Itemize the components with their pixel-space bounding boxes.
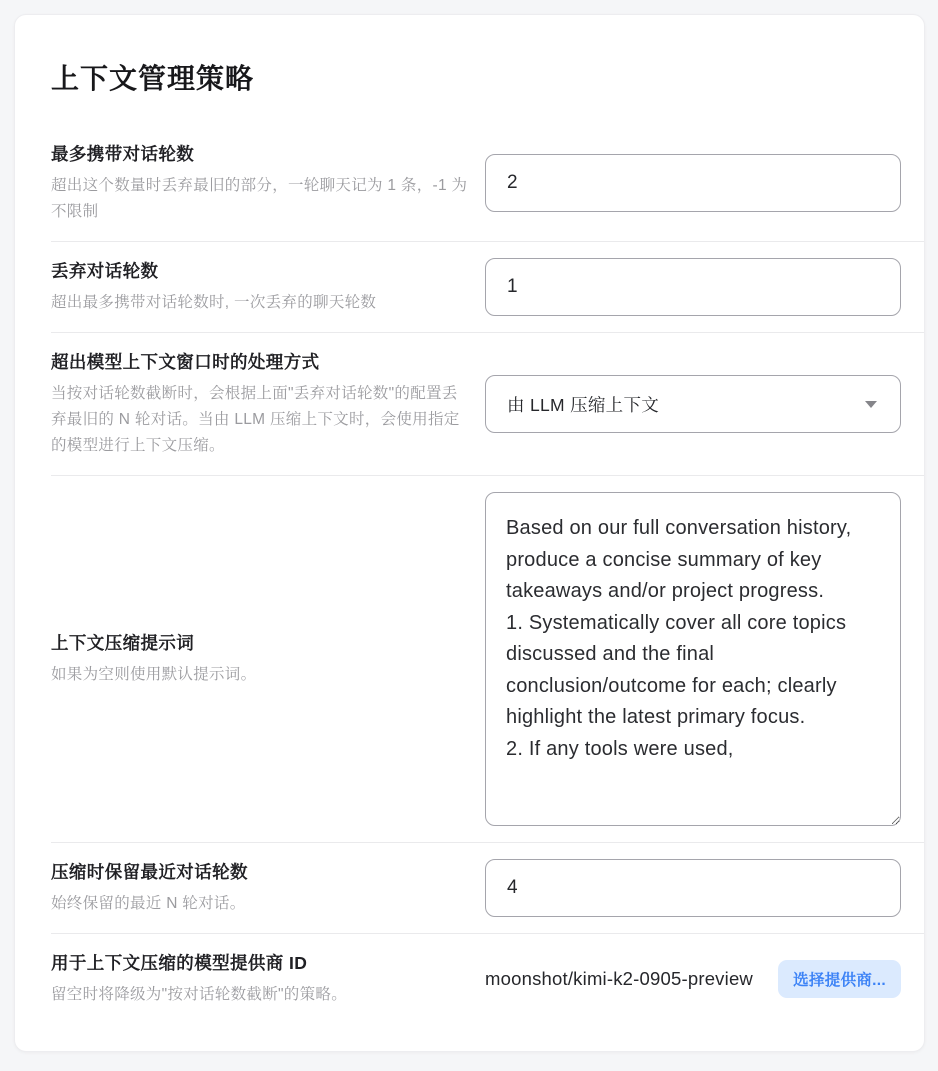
row-compression-prompt [51,476,924,843]
field-info [51,141,471,225]
field-description: 留空时将降级为"按对话轮数截断"的策略。 [51,986,348,1004]
field-info [51,630,471,688]
field-info [51,258,471,316]
field-description: 如果为空则使用默认提示词。 [51,666,257,684]
field-description: 超出最多携带对话轮数时, 一次丢弃的聊天轮数 [51,294,377,312]
overflow-handling-select[interactable] [485,375,901,433]
field-label: 丢弃对话轮数 [51,261,159,282]
field-label: 最多携带对话轮数 [51,144,195,164]
row-overflow-handling [51,333,924,476]
provider-id-area [485,960,901,998]
select-provider-button[interactable]: 选择提供商... [778,960,901,998]
field-info [51,950,471,1008]
field-description: 超出这个数量时丢弃最旧的部分，一轮聊天记为 1 条，-1 为不限制 [51,177,468,221]
field-label: 压缩时保留最近对话轮数 [51,862,248,883]
row-provider-id [51,934,924,1024]
field-description: 当按对话轮数截断时，会根据上面"丢弃对话轮数"的配置丢弃最旧的 N 轮对话。当由 LLM 压缩上下文时，会使用指定的模型进行上下文压缩。 [51,385,460,455]
field-label: 用于上下文压缩的模型提供商 ID [51,953,308,974]
selected-option-label: 由 LLM 压缩上下文 [507,394,660,415]
page-title: 上下文管理策略 [51,63,255,94]
row-max-carried-turns [51,125,924,242]
caret-down-icon [865,401,877,408]
retained-turns-input[interactable] [485,859,901,917]
discard-turns-input[interactable] [485,258,901,316]
field-label: 超出模型上下文窗口时的处理方式 [51,352,320,373]
context-management-card [14,14,925,1052]
row-retained-turns [51,843,924,934]
field-info [51,349,471,459]
field-label: 上下文压缩提示词 [51,633,195,654]
row-discard-turns [51,242,924,333]
max-carried-turns-input[interactable] [485,154,901,212]
compression-prompt-textarea[interactable] [485,492,901,826]
field-description: 始终保留的最近 N 轮对话。 [51,895,246,913]
provider-id-value: moonshot/kimi-k2-0905-preview [485,968,753,990]
field-info [51,859,471,917]
